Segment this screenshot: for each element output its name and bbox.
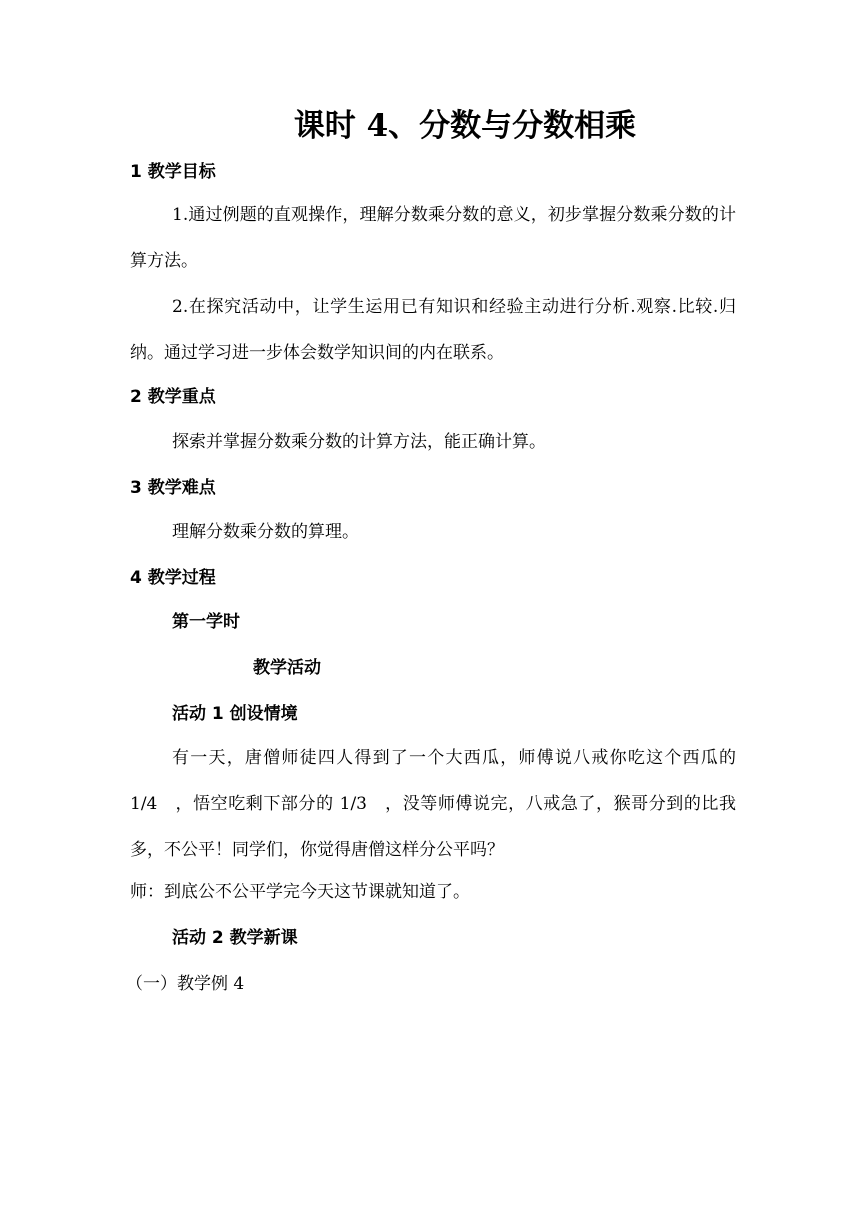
section-heading-key-points: 2 教学重点 bbox=[130, 387, 216, 407]
title-area bbox=[0, 0, 860, 160]
subsection-example-4: （一）教学例 4 bbox=[126, 974, 245, 994]
section-heading-process: 4 教学过程 bbox=[130, 568, 216, 588]
section-heading-difficulties: 3 教学难点 bbox=[130, 478, 216, 498]
story-paragraph: 有一天，唐僧师徒四人得到了一个大西瓜，师傅说八戒你吃这个西瓜的 1/4 ，悟空吃剩下部分的 1/3 ，没等师傅说完，八戒急了，猴哥分到的比我多，不公平！同学们，你觉得唐僧这样分公平吗？ bbox=[130, 748, 736, 860]
teacher-line: 师：到底公不公平学完今天这节课就知道了。 bbox=[130, 882, 470, 902]
objective-paragraph-1: 1.通过例题的直观操作，理解分数乘分数的意义，初步掌握分数乘分数的计算方法。 bbox=[130, 205, 736, 271]
section-heading-objectives: 1 教学目标 bbox=[130, 162, 216, 182]
activities-title: 教学活动 bbox=[253, 658, 321, 678]
key-points-paragraph: 探索并掌握分数乘分数的计算方法，能正确计算。 bbox=[172, 432, 546, 452]
difficulties-paragraph: 理解分数乘分数的算理。 bbox=[172, 522, 359, 542]
objective-paragraph-2: 2.在探究活动中，让学生运用已有知识和经验主动进行分析.观察.比较.归纳。通过学习进一步体会数学知识间的内在联系。 bbox=[130, 297, 736, 363]
activity-2-title: 活动 2 教学新课 bbox=[172, 928, 298, 948]
activity-1-title: 活动 1 创设情境 bbox=[172, 704, 298, 724]
lesson-label: 第一学时 bbox=[172, 612, 240, 632]
page-title: 课时 4、分数与分数相乘 bbox=[293, 108, 637, 144]
